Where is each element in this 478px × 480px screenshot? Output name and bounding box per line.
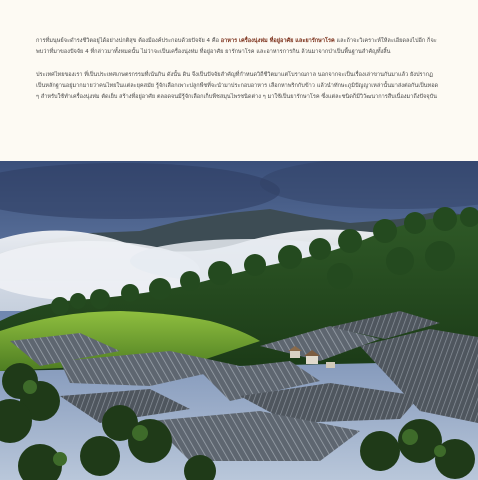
paragraph-1-lead: การที่มนุษย์จะดำรงชีวิตอยู่ได้อย่างปกติสุข ต้องมีองค์ประกอบด้วยปัจจัย 4 คือ <box>36 38 221 44</box>
landscape-illustration <box>0 161 478 480</box>
article-text <box>36 36 442 115</box>
paragraph-1 <box>36 36 442 58</box>
paragraph-2-lead: ประเทศไทยของเรา ที่เป็นประเทศเกษตรกรรมที่เน้นกิน ดังนั้น ดิน จึงเป็นปัจจัยสำคัญที่กำหนดวิถีชีวิตมาแต่โบราณกาล นอกจากจะเป็นเรื่องเล่าขานกันมาแล้ว ยังปรากฏเป็นหลักฐานอยู่มากมายว่าคนไทยในแต่ละยุคสมัย รู้จักเลือกเพาะปลูกพืชที่จะนำมาประกอบอาหาร เลือกหาพริกกับข้าว แล้วนำทักษะภูมิปัญญาเหล่านั้นมาส่งต่อกันเป็นทอด ๆ สำหรับใช้ทำเครื่องนุ่งห่ม ตัดเย็บ สร้างที่อยู่อาศัย ตลอดจนมีรู้จักเลือกเก็บพืชสมุนไพรชนิดต่าง ๆ มาใช้เป็นยารักษาโรค ซึ่งแต่ละชนิดก็มีวิวัฒนาการสืบเนื่องมาถึงปัจจุบัน <box>36 72 439 100</box>
paragraph-2 <box>36 70 442 103</box>
landscape-photo <box>0 161 478 480</box>
paragraph-1-tail: และถ้าจะวิเคราะห์ให้ละเอียดลงไปอีก ก็จะพบว่าที่มาของปัจจัย 4 ที่กล่าวมาทั้งหมดนั้น ไม่ว่าจะเป็นเครื่องนุ่งห่ม ที่อยู่อาศัย ยารักษาโรค และอาหารการกิน ล้วนมาจากป่าเป็นพื้นฐานสำคัญทั้งสิ้น <box>36 38 437 55</box>
paragraph-1-highlight: อาหาร เครื่องนุ่งห่ม ที่อยู่อาศัย และยารักษาโรค <box>220 38 335 44</box>
